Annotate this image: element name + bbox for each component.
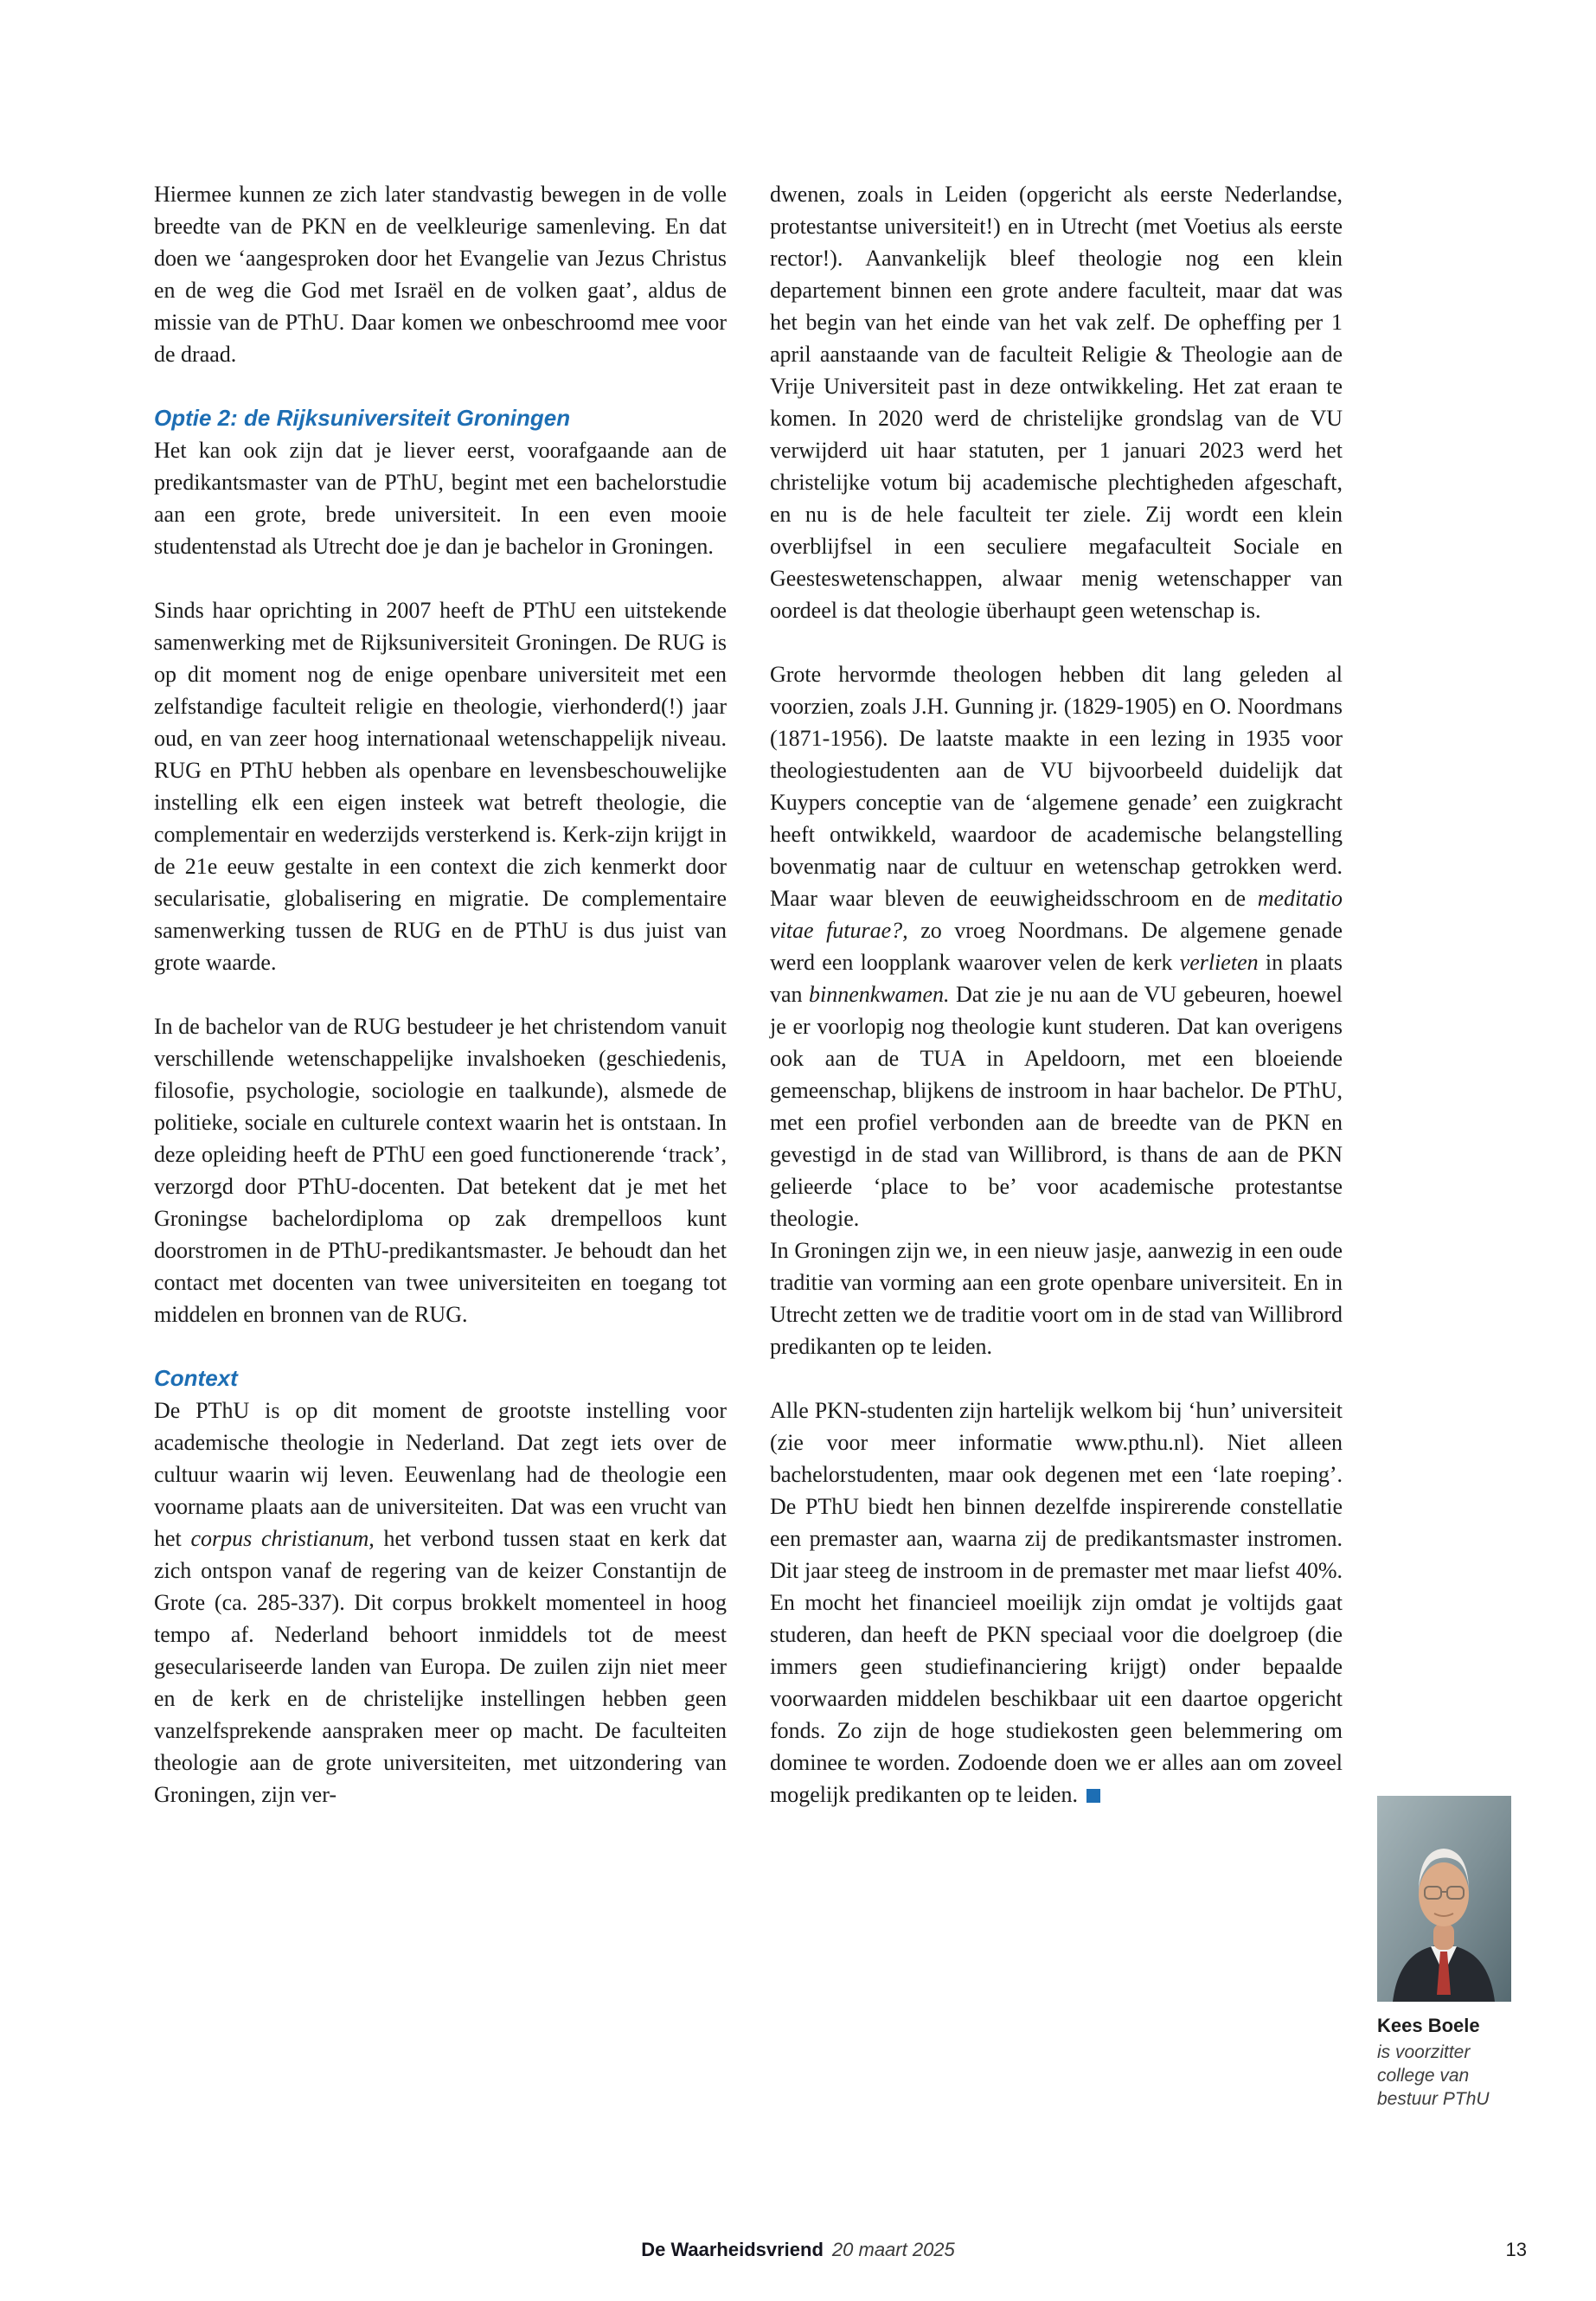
body-paragraph bbox=[154, 594, 727, 978]
body-paragraph bbox=[154, 434, 727, 562]
body-paragraph bbox=[770, 1234, 1343, 1362]
section-heading: Context bbox=[154, 1365, 238, 1391]
magazine-title: De Waarheidsvriend bbox=[641, 2239, 824, 2260]
italic-text-run: binnenkwamen. bbox=[809, 982, 950, 1007]
photo-caption bbox=[1377, 2014, 1520, 2111]
text-run: Het kan ook zijn dat je liever eerst, voorafgaande aan de predikantsmaster van de PThU, begint met een bachelorstudie aan een grote, brede universiteit. In een even mooie studentenstad als Utrecht doe je dan je bachelor in Groningen. bbox=[154, 438, 727, 559]
text-run: De PThU is op dit moment de grootste instelling voor academische theologie in Nederland. Dat zegt iets over de cultuur waarin wij leven. Eeuwenlang had de theologie een voorname plaats aan de universiteiten. Dat was een vrucht van het bbox=[154, 1398, 727, 1551]
section-heading: Optie 2: de Rijksuniversiteit Groningen bbox=[154, 405, 571, 431]
photo-caption-name: Kees Boele bbox=[1377, 2015, 1480, 2036]
text-run: Dat zie je nu aan de VU gebeuren, hoewel je er voorlopig nog theologie kunt studeren. Dat kan overigens ook aan de TUA in Apeldoorn, met een bloeiende gemeenschap, blijkens de instroom in haar bachelor. De PThU, met een profiel verbonden aan de breedte van de PKN en gevestigd in de stad van Willibrord, is thans de aan de PKN gelieerde ‘place to be’ voor academische protestantse theologie. bbox=[770, 982, 1343, 1231]
text-run: Alle PKN-studenten zijn hartelijk welkom bij ‘hun’ universiteit (zie voor meer informatie www.pthu.nl). Niet alleen bachelorstudenten, maar ook degenen met een ‘late roeping’. De PThU biedt hen binnen dezelfde inspirerende constellatie een premaster aan, waarna zij de predikantsmaster instromen. Dit jaar steeg de instroom in de premaster met maar liefst 40%. En mocht het financieel moeilijk zijn omdat je voltijds gaat studeren, dan heeft de PKN speciaal voor die doelgroep (die immers geen studiefinanciering krijgt) onder bepaalde voorwaarden middelen beschikbaar uit een daartoe opgericht fonds. Zo zijn de hoge studiekosten geen belemmering om dominee te worden. Zodoende doen we er alles aan om zoveel mogelijk predikanten op te leiden. bbox=[770, 1398, 1343, 1807]
body-paragraph bbox=[154, 178, 727, 370]
text-run: het verbond tussen staat en kerk dat zich ontspon vanaf de regering van de keizer Constantijn de Grote (ca. 285-337). Dit corpus brokkelt momenteel in hoog tempo af. Nederland behoort inmiddels tot de meest geseculariseerde landen van Europa. De zuilen zijn niet meer en de kerk en de christelijke instellingen hebben geen vanzelfsprekende aanspraken meer op macht. De faculteiten theologie aan de grote universiteiten, met uitzondering van Groningen, zijn ver- bbox=[154, 1526, 727, 1807]
text-run: zo vroeg Noordmans. De algemene genade werd een loopplank waarover velen de kerk bbox=[770, 918, 1343, 975]
author-photo-block bbox=[1377, 1796, 1520, 2111]
issue-date: 20 maart 2025 bbox=[831, 2239, 955, 2260]
page-footer bbox=[0, 2239, 1596, 2261]
article-end-mark bbox=[1086, 1789, 1100, 1803]
italic-text-run: meditatio vitae futurae?, bbox=[770, 886, 1343, 943]
body-paragraph bbox=[770, 178, 1343, 626]
article-column-left bbox=[154, 178, 727, 1811]
text-run: In Groningen zijn we, in een nieuw jasje, aanwezig in een oude traditie van vorming aan een grote openbare universiteit. En in Utrecht zetten we de traditie voort om in de stad van Willibrord predikanten op te leiden. bbox=[770, 1238, 1343, 1359]
text-run: dwenen, zoals in Leiden (opgericht als eerste Nederlandse, protestantse universiteit!) en in Utrecht (met Voetius als eerste rector!). Aanvankelijk bleef theologie nog een klein departement binnen een grote andere faculteit, maar dat was het begin van het einde van het vak zelf. De opheffing per 1 april aanstaande van de faculteit Religie & Theologie aan de Vrije Universiteit past in deze ontwikkeling. Het zat eraan te komen. In 2020 werd de christelijke grondslag van de VU verwijderd uit haar statuten, per 1 januari 2023 werd het christelijke votum bij academische plechtigheden afgeschaft, en nu is de hele faculteit ter ziele. Zij wordt een klein overblijfsel in een seculiere megafaculteit Sociale en Geesteswetenschappen, alwaar menig wetenschapper van oordeel is dat theologie überhaupt geen wetenschap is. bbox=[770, 182, 1343, 623]
italic-text-run: verlieten bbox=[1179, 950, 1259, 975]
text-run: Grote hervormde theologen hebben dit lang geleden al voorzien, zoals J.H. Gunning jr. (1829-1905) en O. Noordmans (1871-1956). De laatste maakte in een lezing in 1935 voor theologiestudenten aan de VU bijvoorbeeld duidelijk dat Kuypers conceptie van de ‘algemene genade’ een zuigkracht heeft ontwikkeld, waardoor de academische belangstelling bovenmatig naar de cultuur en wetenschap getrokken werd. Maar waar bleven de eeuwigheidsschroom en de bbox=[770, 662, 1343, 911]
body-paragraph bbox=[770, 1394, 1343, 1811]
text-run: In de bachelor van de RUG bestudeer je het christendom vanuit verschillende wetenschappelijke invalshoeken (geschiedenis, filosofie, psychologie, sociologie en taalkunde), alsmede de politieke, sociale en culturele context waarin het is ontstaan. In deze opleiding heeft de PThU een goed functionerende ‘track’, verzorgd door PThU-docenten. Dat betekent dat je met het Groningse bachelordiploma op zak drempelloos kunt doorstromen in de PThU-predikantsmaster. Je behoudt dan het contact met docenten van twee universiteiten en toegang tot middelen en bronnen van de RUG. bbox=[154, 1014, 727, 1327]
photo-caption-role: is voorzitter college van bestuur PThU bbox=[1377, 2042, 1490, 2109]
article-column-right bbox=[770, 178, 1343, 1811]
body-paragraph bbox=[770, 658, 1343, 1234]
text-run: Sinds haar oprichting in 2007 heeft de PThU een uitstekende samenwerking met de Rijksuniversiteit Groningen. De RUG is op dit moment nog de enige openbare universiteit met een zelfstandige faculteit religie en theologie, vierhonderd(!) jaar oud, en van zeer hoog internationaal wetenschappelijk niveau. RUG en PThU hebben als openbare en levensbeschouwelijke instelling elk een eigen insteek wat betreft theologie, die complementair en wederzijds versterkend is. Kerk-zijn krijgt in de 21e eeuw gestalte in een context die zich kenmerkt door secularisatie, globalisering en migratie. De complementaire samenwerking tussen de RUG en de PThU is dus juist van grote waarde. bbox=[154, 598, 727, 975]
italic-text-run: corpus christianum, bbox=[190, 1526, 375, 1551]
page-number: 13 bbox=[1505, 2239, 1527, 2260]
article-body bbox=[154, 178, 1343, 1811]
body-paragraph bbox=[154, 1394, 727, 1811]
portrait-photo bbox=[1377, 1796, 1511, 2002]
body-paragraph bbox=[154, 1010, 727, 1330]
text-run: Hiermee kunnen ze zich later standvastig bewegen in de volle breedte van de PKN en de veelkleurige samenleving. En dat doen we ‘aangesproken door het Evangelie van Jezus Christus en de weg die God met Israël en de volken gaat’, aldus de missie van de PThU. Daar komen we onbeschroomd mee voor de draad. bbox=[154, 182, 727, 367]
text-run: in plaats van bbox=[770, 950, 1343, 1007]
